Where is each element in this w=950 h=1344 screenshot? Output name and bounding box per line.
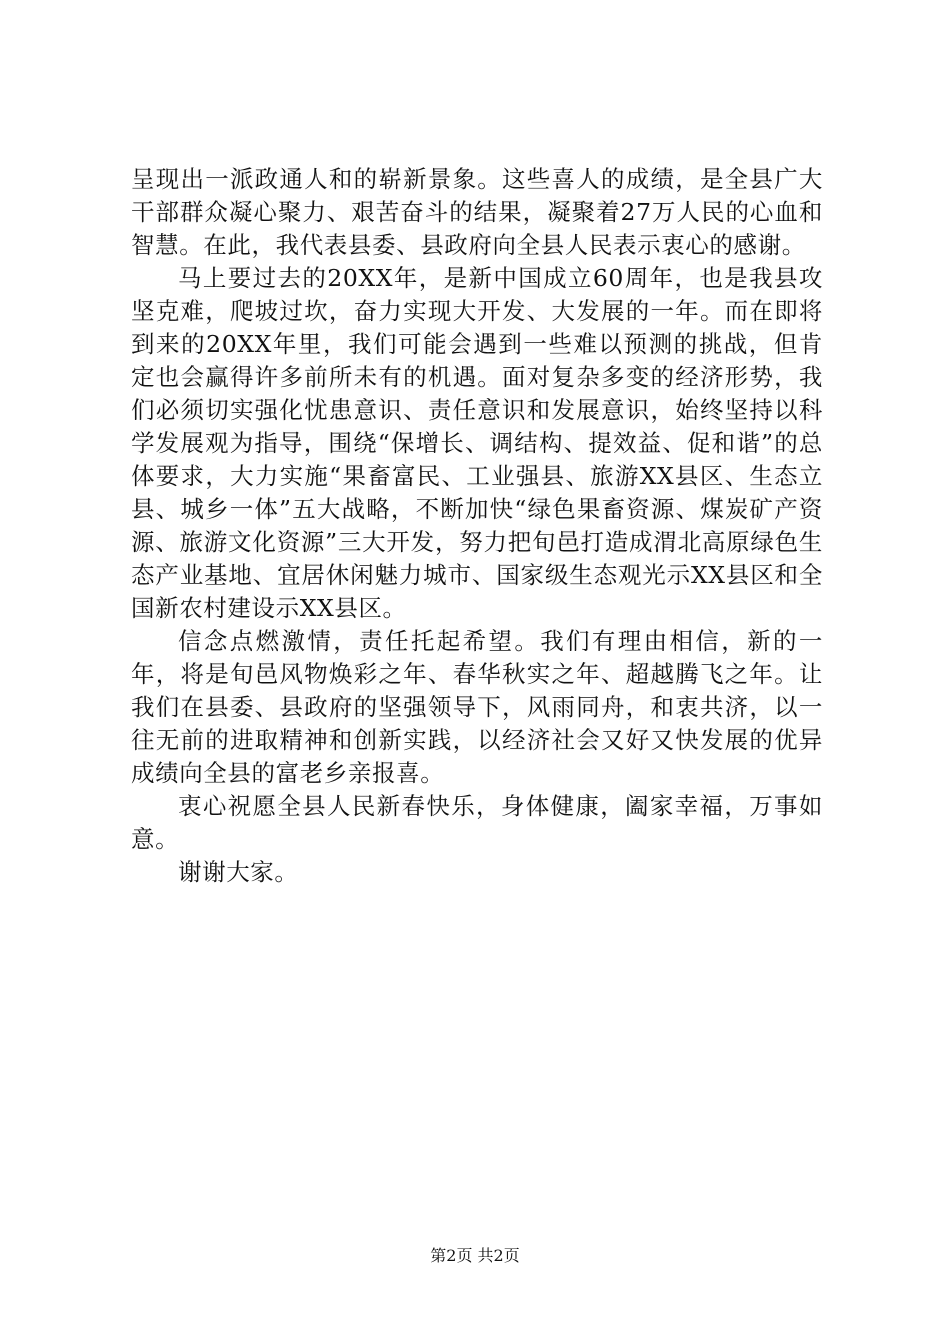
paragraph-5: 谢谢大家。 — [178, 858, 299, 886]
page-footer: 第2页 共2页 — [430, 1246, 520, 1265]
paragraph-3: 信念点燃激情，责任托起希望。我们有理由相信，新的一年，将是旬邑风物焕彩之年、春华秋实之年、超越腾飞之年。让我们在县委、县政府的坚强领导下，风雨同舟，和衷共济，以一往无前的进取精神和创新实践，以经济社会又好又快发展的优异成绩向全县的富老乡亲报喜。 — [131, 627, 823, 787]
document-body — [131, 163, 823, 889]
paragraph-4: 衷心祝愿全县人民新春快乐，身体健康，阖家幸福，万事如意。 — [131, 792, 823, 853]
paragraph-1: 呈现出一派政通人和的崭新景象。这些喜人的成绩，是全县广大干部群众凝心聚力、艰苦奋斗的结果，凝聚着27万人民的心血和智慧。在此，我代表县委、县政府向全县人民表示衷心的感谢。 — [131, 165, 823, 259]
paragraph-2: 马上要过去的20XX年，是新中国成立60周年，也是我县攻坚克难，爬坡过坎，奋力实现大开发、大发展的一年。而在即将到来的20XX年里，我们可能会遇到一些难以预测的挑战，但肯定也会赢得许多前所未有的机遇。面对复杂多变的经济形势，我们必须切实强化忧患意识、责任意识和发展意识，始终坚持以科学发展观为指导，围绕“保增长、调结构、提效益、促和谐”的总体要求，大力实施“果畜富民、工业强县、旅游XX县区、生态立县、城乡一体”五大战略，不断加快“绿色果畜资源、煤炭矿产资源、旅游文化资源”三大开发，努力把旬邑打造成渭北高原绿色生态产业基地、宜居休闲魅力城市、国家级生态观光示XX县区和全国新农村建设示XX县区。 — [131, 264, 823, 622]
